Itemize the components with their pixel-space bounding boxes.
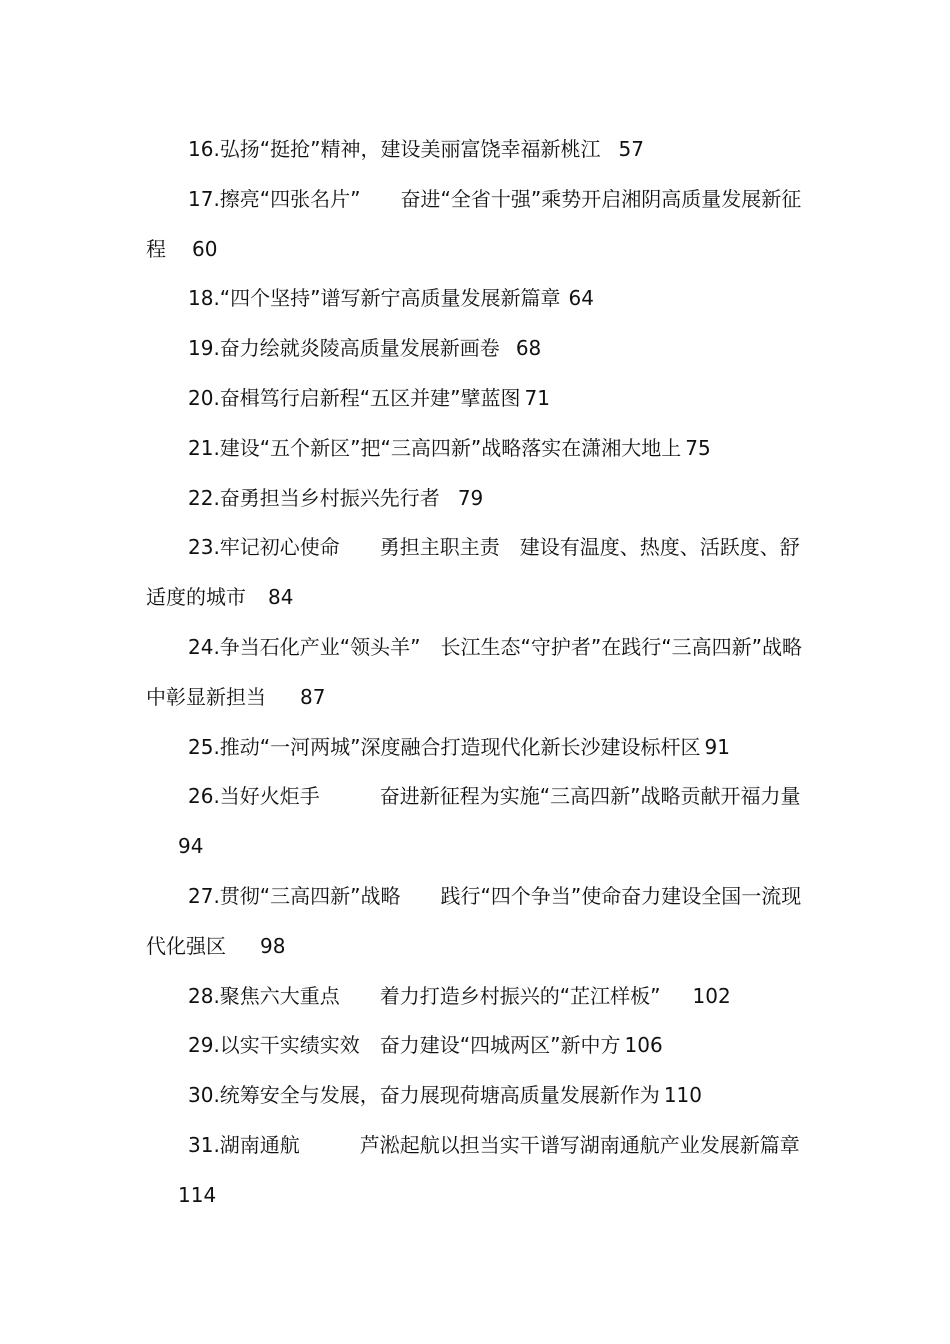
toc-entry-17[interactable] (146, 175, 808, 275)
toc-entry-page: 84 (268, 585, 294, 610)
toc-entry-29[interactable] (146, 1021, 808, 1071)
toc-entry-title: 18.“四个坚持”谱写新宁高质量发展新篇章 (188, 286, 561, 311)
toc-entry-page: 57 (618, 137, 644, 161)
toc-entry-page: 94 (178, 834, 204, 859)
toc-entry-18[interactable] (146, 274, 808, 324)
toc-entry-27[interactable] (146, 872, 808, 972)
toc-entry-page: 71 (524, 385, 550, 410)
toc-entry-23[interactable] (146, 523, 808, 623)
toc-entry-page: 60 (192, 236, 218, 261)
toc-entry-19[interactable] (146, 324, 808, 374)
toc-entry-21[interactable] (146, 424, 808, 474)
toc-entry-page: 114 (178, 1182, 217, 1207)
toc-entry-title: 27.贯彻“三高四新”战略 践行“四个争当”使命奋力建设全国一流现代化强区 (146, 883, 802, 958)
toc-entry-title: 17.擦亮“四张名片” 奋进“全省十强”乘势开启湘阴高质量发展新征程 (146, 186, 802, 261)
toc-entry-page: 110 (663, 1083, 702, 1108)
toc-entry-20[interactable] (146, 374, 808, 424)
toc-entry-title: 20.奋楫笃行启新程“五区并建”擘蓝图 (188, 385, 521, 410)
toc-entry-title: 22.奋勇担当乡村振兴先行者 (188, 485, 440, 510)
toc-entry-title: 23.牢记初心使命 勇担主职主责 建设有温度、热度、活跃度、舒适度的城市 (146, 535, 800, 610)
toc-entry-title: 25.推动“一河两城”深度融合打造现代化新长沙建设标杆区 (188, 734, 701, 759)
toc-entry-25[interactable] (146, 723, 808, 773)
toc-entry-title: 26.当好火炬手 奋进新征程为实施“三高四新”战略贡献开福力量 (188, 784, 801, 809)
toc-entry-28[interactable] (146, 972, 808, 1022)
toc-entry-page: 102 (692, 983, 731, 1008)
toc-entry-30[interactable] (146, 1071, 808, 1121)
table-of-contents (146, 125, 808, 1221)
toc-entry-title: 21.建设“五个新区”把“三高四新”战略落实在潇湘大地上 (188, 435, 682, 460)
toc-entry-title: 31.湖南通航 芦淞起航以担当实干谱写湖南通航产业发展新篇章 (188, 1132, 800, 1157)
toc-entry-page: 68 (515, 336, 542, 361)
toc-entry-title: 29.以实干实绩实效 奋力建设“四城两区”新中方 (188, 1033, 621, 1058)
toc-entry-page: 75 (685, 435, 711, 460)
toc-entry-page: 64 (568, 286, 594, 311)
toc-entry-22[interactable] (146, 474, 808, 524)
toc-entry-page: 106 (624, 1033, 663, 1058)
toc-entry-title: 16.弘扬“挺抢”精神，建设美丽富饶幸福新桃江 (188, 137, 601, 161)
toc-entry-page: 98 (260, 933, 286, 958)
toc-entry-16[interactable] (146, 125, 808, 175)
toc-entry-title: 28.聚焦六大重点 着力打造乡村振兴的“芷江样板” (188, 983, 661, 1008)
toc-entry-title: 19.奋力绘就炎陵高质量发展新画卷 (188, 336, 500, 361)
toc-entry-26[interactable] (146, 772, 808, 872)
toc-entry-title: 24.争当石化产业“领头羊” 长江生态“守护者”在践行“三高四新”战略中彰显新担当 (146, 634, 802, 709)
toc-entry-title: 30.统筹安全与发展，奋力展现荷塘高质量发展新作为 (188, 1083, 660, 1108)
toc-entry-24[interactable] (146, 623, 808, 723)
toc-entry-page: 91 (704, 734, 730, 759)
toc-entry-page: 87 (300, 684, 326, 709)
toc-entry-31[interactable] (146, 1121, 808, 1221)
toc-entry-page: 79 (457, 485, 484, 510)
